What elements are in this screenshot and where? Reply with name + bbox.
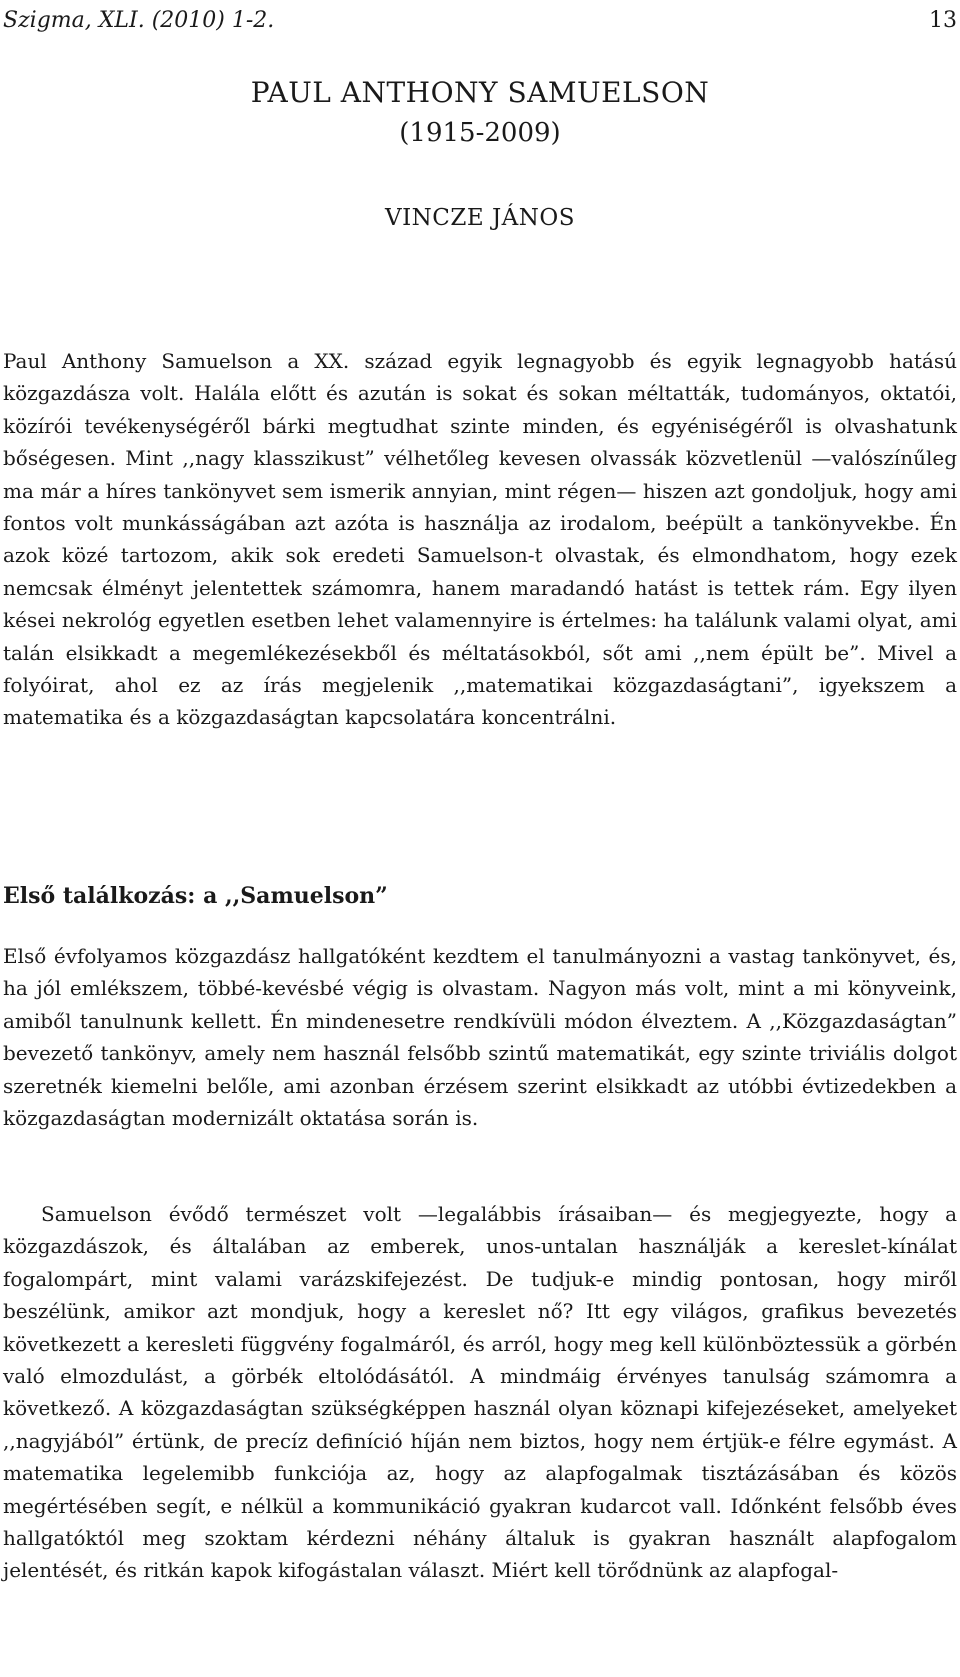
section-paragraph-1: Első évfolyamos közgazdász hallgatóként kezdtem el tanulmányozni a vastag tankönyvet, és, ha jól emlékszem, többé-kevésbé végig is olvastam. Nagyon más volt, mint a mi könyveink, amiből tanulnunk kellett. Én mindenesetre rendkívüli módon élveztem. A ,,Közgazdaságtan” bevezető tankönyv, amely nem használ felsőbb szintű matematikát, egy szinte triviális dolgot szeretnék kiemelni belőle, ami azonban érzésem szerint elsikkadt az utóbbi évtizedekben a közgazdaságtan modernizált oktatása során is. (3, 944, 957, 1131)
section-heading: Első találkozás: a ,,Samuelson” (3, 883, 388, 909)
section-paragraph-2: Samuelson évődő természet volt —legalábbis írásaiban— és megjegyezte, hogy a közgazdászok, és általában az emberek, unos-untalan használják a kereslet-kínálat fogalompárt, mint valami varázskifejezést. De tudjuk-e mindig pontosan, hogy miről beszélünk, amikor azt mondjuk, hogy a kereslet nő? Itt egy világos, grafikus bevezetés következett a keresleti függvény fogalmáról, és arról, hogy meg kell különböztessük a görbén való elmozdulást, a görbék eltolódásától. A mindmáig érvényes tanulság számomra a következő. A közgazdaságtan szükségképpen használ olyan köznapi kifejezéseket, amelyeket ,,nagyjából” értünk, de precíz definíció híján nem biztos, hogy nem értjük-e félre egymást. A matematika legelemibb funkciója az, hogy az alapfogalmak tisztázásában és közös megértésében segít, e nélkül a kommunikáció gyakran kudarcot vall. Időnként felsőbb éves hallgatóktól meg szoktam kérdezni néhány általuk is gyakran használt alapfogalom jelentését, és ritkán kapok kifogástalan választ. Miért kell törődnünk az alapfogal- (3, 1202, 957, 1583)
page-number: 13 (929, 8, 957, 33)
life-dates: (1915-2009) (399, 118, 561, 148)
journal-citation: Szigma, XLI. (2010) 1-2. (3, 8, 275, 33)
article-author: VINCZE JÁNOS (384, 205, 576, 231)
intro-paragraph: Paul Anthony Samuelson a XX. század egyik legnagyobb és egyik legnagyobb hatású közgazdásza volt. Halála előtt és azután is sokat és sokan méltatták, tudományos, oktatói, közírói tevékenységéről bárki megtudhat szinte minden, és egyéniségéről is olvashatunk bőségesen. Mint ,,nagy klasszikust” vélhetőleg kevesen olvassák közvetlenül —valószínűleg ma már a híres tankönyvet sem ismerik annyian, mint régen— hiszen azt gondoljuk, hogy ami fontos volt munkásságában azt azóta is használja az irodalom, beépült a tankönyvekbe. Én azok közé tartozom, akik sok eredeti Samuelson-t olvastak, és elmondhatom, hogy ezek nemcsak élményt jelentettek számomra, hanem maradandó hatást is tettek rám. Egy ilyen kései nekrológ egyetlen esetben lehet valamennyire is értelmes: ha találunk valami olyat, ami talán elsikkadt a megemlékezésekből és méltatásokból, sőt ami ,,nem épült be”. Mivel a folyóirat, ahol ez az írás megjelenik ,,matematikai közgazdaságtani”, igyekszem a matematika és a közgazdaságtan kapcsolatára koncentrálni. (3, 349, 957, 730)
article-title: PAUL ANTHONY SAMUELSON (250, 76, 710, 109)
